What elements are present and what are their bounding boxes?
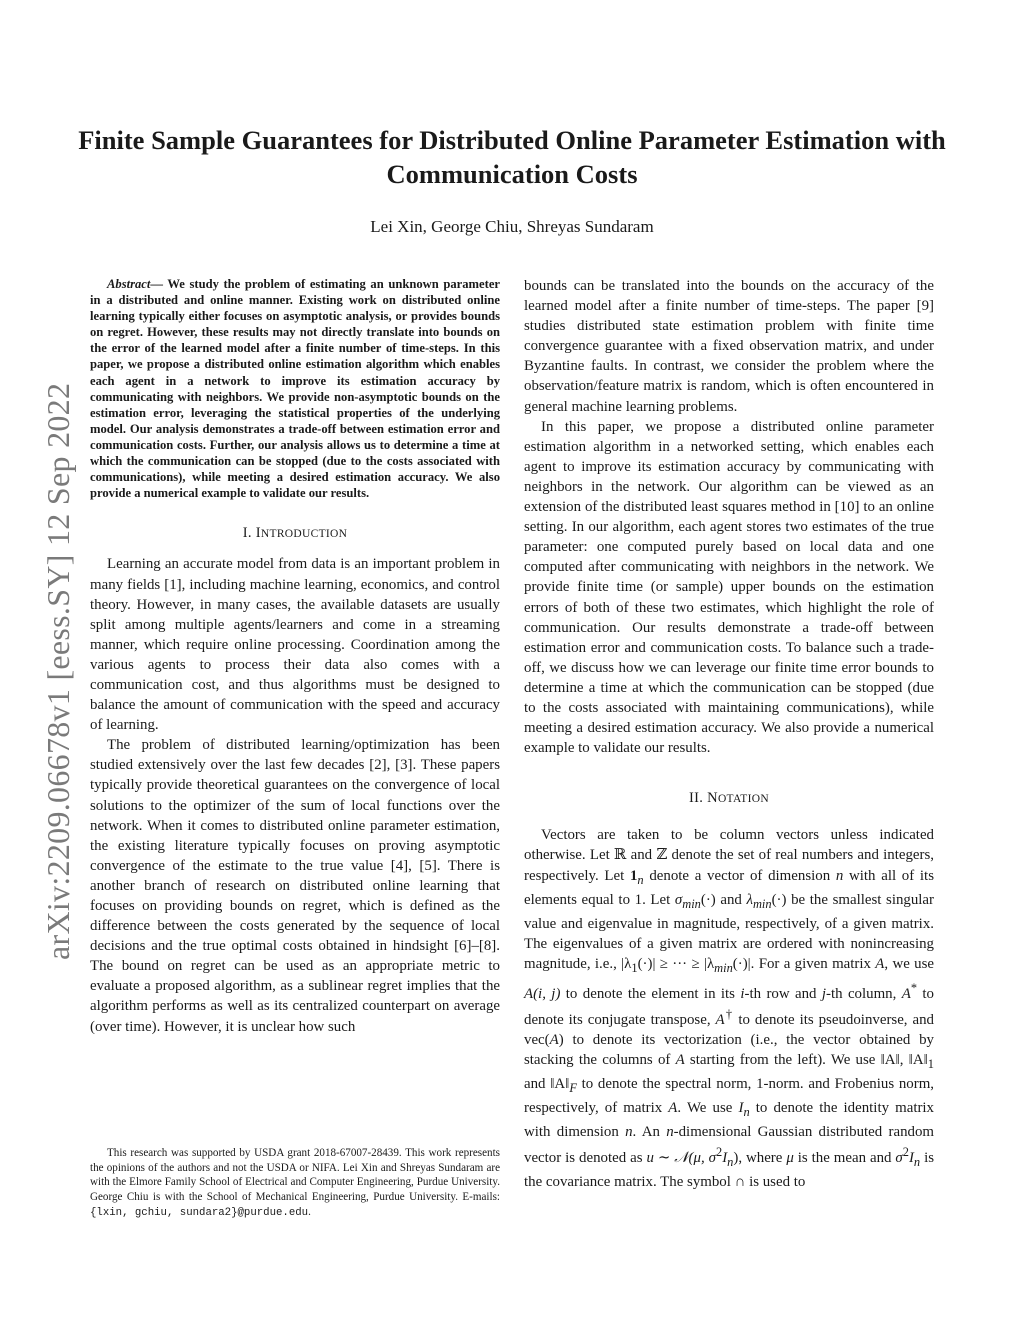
arxiv-identifier: arXiv:2209.06678v1 [eess.SY] 12 Sep 2022 xyxy=(40,382,76,960)
right-column xyxy=(524,276,934,1193)
left-column xyxy=(90,276,500,1037)
author-list: Lei Xin, George Chiu, Shreyas Sundaram xyxy=(370,217,654,236)
intro-paragraph-3: bounds can be translated into the bounds on the accuracy of the learned model after a finite number of time-steps. The paper [9] studies distributed state estimation problem with finite time convergence guarantee with a fixed observation matrix, and under Byzantine faults. In contrast, we consider the problem where the observation/feature matrix is random, which is often encountered in general machine learning problems. xyxy=(524,278,934,415)
abstract-text: — We study the problem of estimating an unknown parameter in a distributed and online manner. Existing work on distributed online learning typically either focuses on asymptotic analysis, or provides bounds on regret. However, these results may not directly translate into bounds on the error of the learned model after a finite number of time-steps. In this paper, we propose a distributed online estimation algorithm which enables each agent in a network to improve its estimation accuracy by communicating with neighbors. We provide non-asymptotic bounds on the estimation error, leveraging the statistical properties of the underlying model. Our analysis demonstrates a trade-off between estimation error and communication costs. Further, our analysis allows us to determine a time at which the communication can be stopped (due to the costs associated with communications), while meeting a desired estimation accuracy. We also provide a numerical example to validate our results. xyxy=(90,277,500,501)
footnote: This research was supported by USDA grant 2018-67007-28439. This work represents the opinions of the authors and not the USDA or NIFA. Lei Xin and Shreyas Sundaram are with the Elmore Family School of Electrical and Computer Engineering, Purdue University. George Chiu is with the School of Mechanical Engineering, Purdue University. E-mails: {lxin, gchiu, sundara2}@purdue.edu. xyxy=(90,1147,500,1219)
paper-title: Finite Sample Guarantees for Distributed Online Parameter Estimation with Communication Costs xyxy=(78,125,946,189)
intro-paragraph-1: Learning an accurate model from data is an important problem in many fields [1], including machine learning, economics, and control theory. However, in many cases, the available datasets are usually split among multiple agents/learners and come in a streaming manner, which require online processing. Coordination among the various agents to process their data also comes with a communication cost, and thus algorithms must be designed to balance the amount of communication with the speed and accuracy of learning. xyxy=(90,556,500,734)
notation-paragraph: Vectors are taken to be column vectors unless indicated otherwise. Let ℝ and ℤ denote the set of real numbers and integers, respectively. Let $1_n$ denote a vector of dimension n with all of its elements equal to 1. Let $\sigma_{min}(\cdot)$ and $\lambda_{min}(\cdot)$ be the smallest singular value and eigenvalue in magnitude, respectively, of a given matrix. The eigenvalues of a given matrix are ordered with nonincreasing magnitude, i.e., $|\lambda_1(\cdot)|$ ≥ ··· ≥ $|\lambda_{min}(\cdot)|$. For a given matrix A, we use A(i, j) to denote the element in its i-th row and j-th column, A* to denote its conjugate transpose, A† to denote its pseudoinverse, and vec(A) to denote its vectorization (i.e., the vector obtained by stacking the columns of A starting from the left). We use ‖A‖, $‖A‖_1$ and $‖A‖_F$ to denote the spectral norm, 1-norm. and Frobenius norm, respectively, of matrix A. We use $I_n$ to denote the identity matrix with dimension n. An n-dimensional Gaussian distributed random vector is denoted as u ∼ 𝒩(μ, $\sigma^2I_n$), where μ is the mean and $\sigma^2I_n$ is the covariance matrix. The symbol ∩ is used to xyxy=(524,827,935,1191)
abstract xyxy=(90,276,500,501)
intro-paragraph-4: In this paper, we propose a distributed online parameter estimation algorithm in a networked setting, which enables each agent to improve its estimation accuracy by communicating with neighbors in the network. Our algorithm can be viewed as an extension of the distributed least squares method in [10] to an online setting. In our algorithm, each agent stores two estimates of the true parameter: one computed purely based on local data and one computed after communicating with neighbors in the network. We provide finite time (or sample) upper bounds on the estimation errors of both of these two estimates, which highlight the role of communication. Our results demonstrate a trade-off between estimation error and communication costs. To balance such a trade-off, we discuss how we can leverage our finite time error bounds to determine a time at which the communication can be stopped (due to the costs associated with maintaining communications), while meeting a desired estimation accuracy. We also provide a numerical example to validate our results. xyxy=(524,418,934,757)
section-heading-introduction: I. INTRODUCTION xyxy=(242,525,348,542)
footnote-text: This research was supported by USDA grant 2018-67007-28439. This work represents the opinions of the authors and not the USDA or NIFA. Lei Xin and Shreyas Sundaram are with the Elmore Family School of Electrical and Computer Engineering, Purdue University. George Chiu is with the School of Mechanical Engineering, Purdue University. E-mails: xyxy=(90,1147,500,1204)
footnote-emails: {lxin, gchiu, sundara2}@purdue.edu xyxy=(90,1206,309,1219)
section-heading-notation: II. NOTATION xyxy=(689,790,769,807)
intro-paragraph-2: The problem of distributed learning/optimization has been studied extensively over the last few decades [2], [3]. These papers typically provide theoretical guarantees on the convergence of local solutions to the optimizer of the sum of local functions over the network. When it comes to distributed online parameter estimation, the existing literature typically focuses on proving asymptotic convergence of the estimate to the true value [4], [5]. There is another branch of research on distributed online learning that focuses on providing bounds on regret, which is defined as the difference between the costs generated by the sequence of local decisions and the true optimal costs obtained in hindsight [6]–[8]. The bound on regret can be used as an appropriate metric to evaluate a proposed algorithm, as a sublinear regret implies that the algorithm performs as well as its centralized counterpart on average (over time). However, it is unclear how such xyxy=(90,737,500,1035)
abstract-label: Abstract xyxy=(107,277,151,291)
